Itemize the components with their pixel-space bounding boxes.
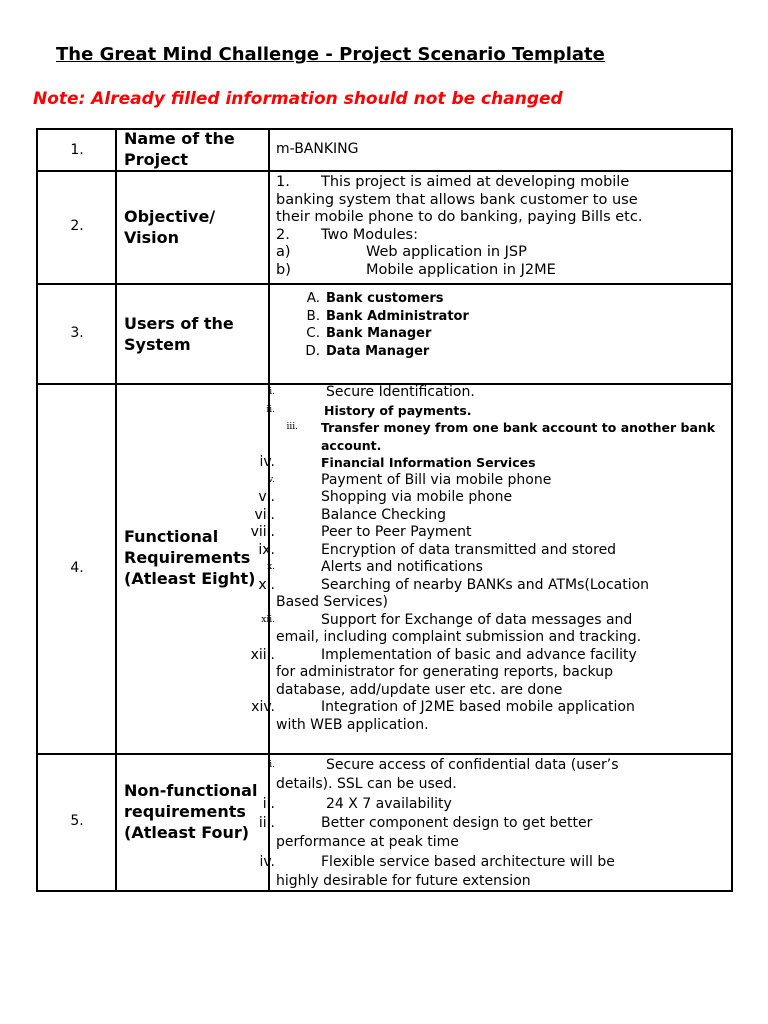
objective-line: their mobile phone to do banking, paying Bills etc. (276, 209, 643, 226)
list-item: iv. Flexible service based architecture will be (259, 854, 615, 871)
project-name-value (276, 141, 732, 159)
objective-line: banking system that allows bank customer to use (276, 191, 638, 208)
list-item-continuation: with WEB application. (276, 716, 429, 733)
list-item: xiii. Implementation of basic and advance facility (250, 646, 637, 663)
list-item: xiv. Integration of J2ME based mobile application (251, 699, 635, 715)
list-item-continuation: details). SSL can be used. (276, 775, 457, 792)
row-number: 4. (70, 560, 84, 576)
list-item: ix. Encryption of data transmitted and stored (258, 541, 617, 558)
row-divider (38, 283, 731, 285)
list-item-continuation: for administrator for generating reports, backup (276, 664, 613, 680)
list-item-continuation: Based Services) (276, 594, 388, 610)
nonfunctional-requirements-list (228, 756, 728, 890)
list-item: iii. Transfer money from one bank account to another bank (286, 420, 716, 435)
column-divider (115, 130, 117, 890)
functional-requirements-list (228, 384, 728, 734)
row-label: Functional Requirements (Atleast Eight) (124, 527, 256, 588)
row-number: 3. (70, 325, 84, 341)
objective-line: 1. This project is aimed at developing mobile (276, 174, 630, 190)
row-number: 5. (70, 813, 84, 829)
row-divider (38, 170, 731, 172)
row-label: Objective/ Vision (124, 207, 216, 247)
list-item: x. Alerts and notifications (267, 559, 483, 575)
list-item: i. Secure access of confidential data (user’s (269, 757, 619, 773)
objective-text (276, 174, 732, 280)
objective-line: 2. Two Modules: (276, 226, 418, 243)
list-item: C. Bank Manager (306, 325, 432, 341)
list-item: iv. Financial Information Services (259, 454, 536, 470)
list-item: ii. 24 X 7 availability (262, 796, 452, 813)
project-name: m-BANKING (276, 141, 359, 157)
list-item-continuation: database, add/update user etc. are done (276, 681, 563, 698)
row-divider (38, 753, 731, 755)
list-item-continuation: performance at peak time (276, 833, 459, 850)
note-text: Note: Already filled information should not be changed (33, 89, 563, 109)
list-item: ii. History of payments. (266, 402, 472, 418)
row-label: Non-functional requirements (Atleast Four) (124, 781, 258, 842)
row-number: 2. (70, 218, 84, 234)
row-label: Users of the System (124, 314, 234, 354)
scenario-table (36, 128, 733, 892)
list-item: viii. Peer to Peer Payment (250, 524, 472, 540)
list-item: iii. Better component design to get better (258, 815, 593, 832)
list-item: vii. Balance Checking (254, 506, 447, 523)
objective-line: b) Mobile application in J2ME (276, 261, 556, 278)
users-list (276, 290, 732, 360)
list-item: vi. Shopping via mobile phone (258, 489, 513, 505)
row-label: Name of the Project (124, 129, 235, 169)
list-item: B. Bank Administrator (306, 307, 469, 324)
list-item-continuation: highly desirable for future extension (276, 872, 531, 889)
list-item: xii. Support for Exchange of data messages and (261, 611, 633, 628)
list-item: D. Data Manager (305, 342, 430, 359)
objective-line: a) Web application in JSP (276, 244, 527, 261)
list-item: A. Bank customers (306, 290, 444, 306)
list-item: i. Secure Identification. (269, 384, 475, 400)
row-number: 1. (70, 142, 84, 158)
document-title: The Great Mind Challenge - Project Scenario Template (56, 44, 605, 65)
list-item: v. Payment of Bill via mobile phone (268, 471, 552, 488)
list-item: xi. Searching of nearby BANKs and ATMs(Location (258, 576, 650, 593)
list-item-continuation: email, including complaint submission and tracking. (276, 629, 642, 645)
list-item-continuation: account. (321, 437, 382, 453)
